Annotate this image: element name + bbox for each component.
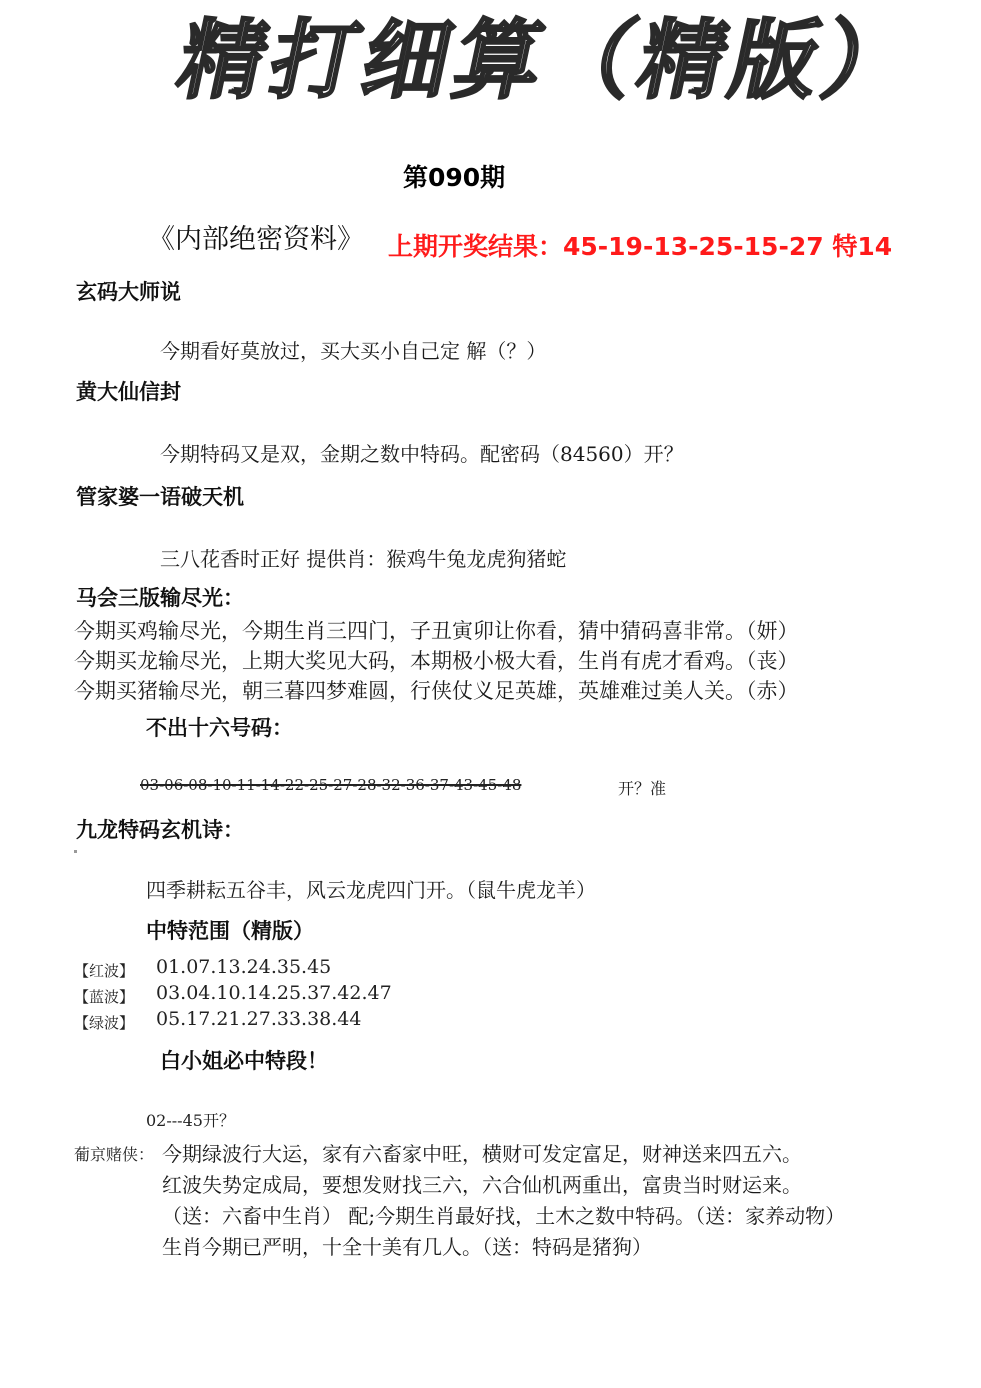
blue-wave-tag: 【蓝波】 [74, 988, 135, 1006]
pujing-line-1: 今期绿波行大运，家有六畜家中旺，横财可发定富足，财神送来四五六。 [162, 1142, 802, 1166]
red-wave-numbers: 01.07.13.24.35.45 [156, 956, 332, 978]
title-banner: 精打细算（精版） [169, 10, 927, 111]
guanjiapo-heading: 管家婆一语破天机 [76, 484, 244, 509]
mahui-heading: 马会三版输尽光： [76, 585, 244, 610]
green-wave-numbers: 05.17.21.27.33.38.44 [156, 1008, 362, 1030]
huangdaxian-line: 今期特码又是双，金期之数中特码。配密码（84560）开？ [160, 442, 684, 466]
pujing-line-2: 红波失势定成局，要想发财找三六，六合仙机两重出，富贵当时财运来。 [162, 1173, 802, 1197]
red-wave-tag: 【红波】 [74, 962, 135, 980]
fanwei-heading: 中特范围（精版） [146, 918, 314, 943]
pujing-label: 葡京赌侠： [74, 1145, 155, 1164]
issue-number: 第090期 [403, 163, 506, 192]
pujing-line-4: 生肖今期已严明，十全十美有几人。（送：特码是猪狗） [162, 1235, 652, 1259]
mahui-line-2: 今期买龙输尽光，上期大奖见大码，本期极小极大看，生肖有虎才看鸡。（丧） [74, 649, 799, 673]
jiulong-line: 四季耕耘五谷丰，风云龙虎四门开。（鼠牛虎龙羊） [146, 878, 596, 902]
buchu-heading: 不出十六号码： [146, 715, 293, 740]
xuanma-heading: 玄码大师说 [76, 279, 181, 304]
xuanma-line: 今期看好莫放过，买大买小自己定 解（？） [160, 339, 547, 363]
document-label: 《内部绝密资料》 [148, 224, 364, 255]
last-draw-result: 上期开奖结果：45-19-13-25-15-27 特14 [388, 232, 893, 261]
bai-heading: 白小姐必中特段！ [160, 1048, 328, 1073]
excluded-suffix: 开？准 [618, 779, 667, 798]
mahui-line-1: 今期买鸡输尽光，今期生肖三四门，子丑寅卯让你看，猜中猜码喜非常。（妍） [74, 619, 799, 643]
huangdaxian-heading: 黄大仙信封 [76, 379, 181, 404]
blue-wave-numbers: 03.04.10.14.25.37.42.47 [156, 982, 392, 1004]
bai-line: 02---45开？ [146, 1111, 235, 1130]
excluded-numbers: 03-06-08-10-11-14-22-25-27-28-32-36-37-43-45-48 [140, 776, 522, 794]
mahui-line-3: 今期买猪输尽光，朝三暮四梦难圆，行侠仗义足英雄，英雄难过美人关。（赤） [74, 679, 799, 703]
jiulong-heading: 九龙特码玄机诗： [76, 817, 244, 842]
guanjiapo-line: 三八花香时正好 提供肖：猴鸡牛兔龙虎狗猪蛇 [160, 547, 567, 571]
pujing-line-3: （送：六畜中生肖） 配;今期生肖最好找，土木之数中特码。（送：家养动物） [162, 1204, 846, 1228]
scan-speck [74, 850, 77, 853]
green-wave-tag: 【绿波】 [74, 1014, 135, 1032]
